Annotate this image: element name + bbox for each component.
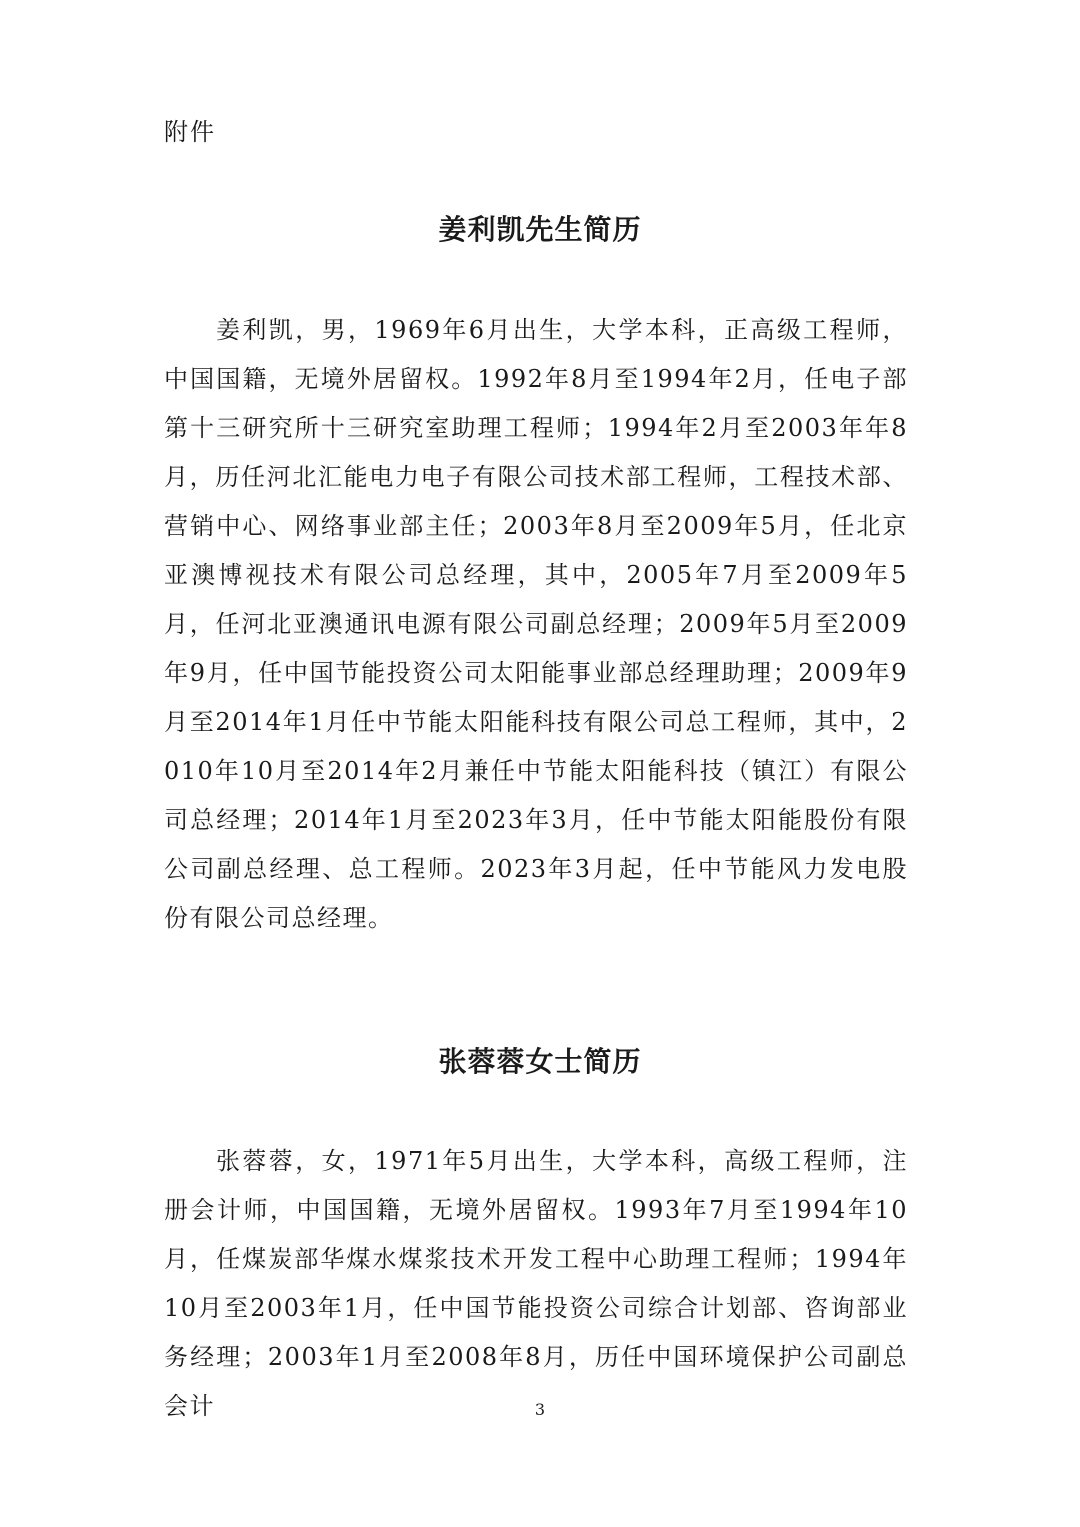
attachment-label: 附件	[164, 118, 216, 146]
resume-body-zhang: 张蓉蓉，女，1971年5月出生，大学本科，高级工程师，注册会计师，中国国籍，无境外居留权。1993年7月至1994年10月，任煤炭部华煤水煤浆技术开发工程中心助理工程师；1994年10月至2003年1月，任中国节能投资公司综合计划部、咨询部业务经理；2003年1月至2008年8月，历任中国环境保护公司副总会计	[164, 1147, 908, 1420]
page-number: 3	[534, 1400, 546, 1419]
resume-body-jiang: 姜利凯，男，1969年6月出生，大学本科，正高级工程师，中国国籍，无境外居留权。1992年8月至1994年2月，任电子部第十三研究所十三研究室助理工程师；1994年2月至2003年年8月，历任河北汇能电力电子有限公司技术部工程师，工程技术部、营销中心、网络事业部主任；2003年8月至2009年5月，任北京亚澳博视技术有限公司总经理，其中，2005年7月至2009年5月，任河北亚澳通讯电源有限公司副总经理；2009年5月至2009年9月，任中国节能投资公司太阳能事业部总经理助理；2009年9月至2014年1月任中节能太阳能科技有限公司总工程师，其中，2010年10月至2014年2月兼任中节能太阳能科技（镇江）有限公司总经理；2014年1月至2023年3月，任中节能太阳能股份有限公司副总经理、总工程师。2023年3月起，任中节能风力发电股份有限公司总经理。	[164, 316, 908, 932]
resume-title-zhang: 张蓉蓉女士简历	[438, 1045, 642, 1078]
resume-title-jiang: 姜利凯先生简历	[438, 213, 642, 246]
